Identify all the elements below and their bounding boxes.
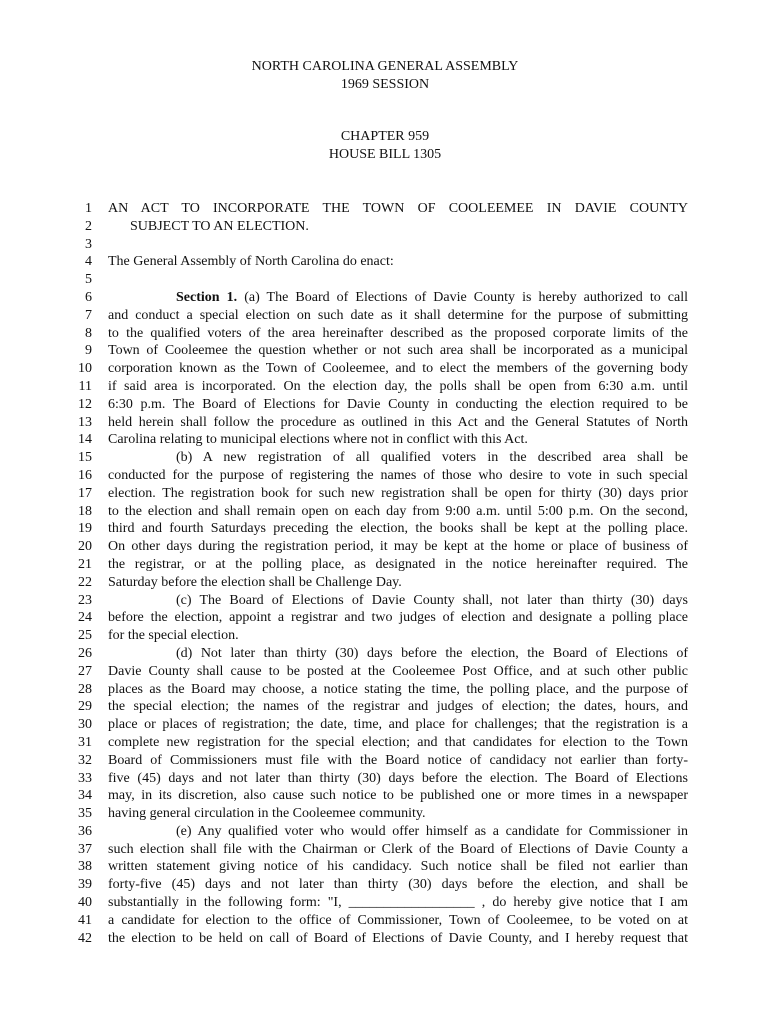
line-number: 40: [78, 895, 92, 911]
line-content: On other days during the registration period, it may be kept at the home or place of business of: [108, 539, 688, 555]
section-label: Section 1.: [176, 289, 238, 305]
line-number: 21: [78, 556, 92, 572]
text-line: [0, 289, 770, 307]
text-line: [0, 378, 770, 396]
line-content: having general circulation in the Cooleemee community.: [108, 806, 426, 822]
text-line: [0, 645, 770, 663]
line-number: 30: [78, 717, 92, 733]
text-line: [0, 449, 770, 467]
text-line: [0, 858, 770, 876]
line-content: (d) Not later than thirty (30) days before the election, the Board of Elections of: [176, 645, 688, 661]
line-number: 20: [78, 539, 92, 555]
line-content: The General Assembly of North Carolina do enact:: [108, 254, 394, 270]
text-line: [0, 716, 770, 734]
bill-title: HOUSE BILL 1305: [328, 147, 442, 162]
text-line: [0, 342, 770, 360]
text-line: [0, 307, 770, 325]
line-number: 8: [85, 325, 92, 341]
line-content: Carolina relating to municipal elections where not in conflict with this Act.: [108, 432, 528, 448]
line-text: [108, 912, 688, 930]
line-text: [108, 698, 688, 716]
text-line: [0, 253, 770, 271]
line-number: 13: [78, 414, 92, 430]
text-line: [0, 236, 770, 254]
text-line: [0, 556, 770, 574]
line-text: [108, 360, 688, 378]
line-number: 23: [78, 592, 92, 608]
line-content: to the qualified voters of the area hereinafter described as the proposed corporate limits of the: [108, 325, 688, 341]
line-content: places as the Board may choose, a notice stating the time, the polling place, and the purpose of: [108, 681, 688, 697]
line-content: complete new registration for the special election; and that candidates for election to the Town: [108, 734, 688, 750]
line-content: (b) A new registration of all qualified voters in the described area shall be: [176, 450, 688, 466]
line-content: Board of Commissioners must file with the Board notice of candidacy not earlier than forty-: [108, 752, 688, 768]
session-title: 1969 SESSION: [340, 77, 430, 92]
line-number: 36: [78, 823, 92, 839]
text-line: [0, 823, 770, 841]
line-number: 34: [78, 788, 92, 804]
text-line: [0, 876, 770, 894]
line-content: the special election; the names of the registrar and judges of election; the dates, hours, and: [108, 699, 688, 715]
line-number: 5: [85, 272, 92, 288]
line-number: 16: [78, 467, 92, 483]
line-text: [108, 520, 688, 538]
line-text: [108, 627, 688, 645]
line-content: may, in its discretion, also cause such notice to be published one or more times in a newspaper: [108, 788, 688, 804]
line-number: 19: [78, 521, 92, 537]
line-text: [108, 414, 688, 432]
line-text: [108, 342, 688, 360]
line-number: 28: [78, 681, 92, 697]
line-number: 42: [78, 930, 92, 946]
line-text: [108, 787, 688, 805]
line-content: (a) The Board of Elections of Davie County is hereby authorized to call: [237, 289, 688, 305]
line-text: [108, 592, 688, 610]
text-line: [0, 431, 770, 449]
line-content: substantially in the following form: "I, __________________ , do hereby give notice that I am: [108, 895, 688, 911]
line-content: the election to be held on call of Board of Elections of Davie County, and I hereby request that: [108, 930, 688, 946]
text-line: [0, 467, 770, 485]
line-content: (e) Any qualified voter who would offer himself as a candidate for Commissioner in: [176, 823, 688, 839]
line-content: and conduct a special election on such date as it shall determine for the purpose of submitting: [108, 307, 688, 323]
line-text: [108, 200, 688, 218]
text-line: [0, 414, 770, 432]
chapter-title: CHAPTER 959: [340, 129, 430, 144]
line-number: 37: [78, 841, 92, 857]
text-line: [0, 218, 770, 236]
line-number: 7: [85, 307, 92, 323]
line-number: 1: [85, 201, 92, 216]
line-text: [108, 556, 688, 574]
line-text: [108, 752, 688, 770]
line-content: third and fourth Saturdays preceding the election, the books shall be kept at the polling place.: [108, 521, 688, 537]
line-content: for the special election.: [108, 628, 239, 644]
line-content: forty-five (45) days and not later than thirty (30) days before the election, and shall be: [108, 877, 688, 893]
line-number: 12: [78, 396, 92, 412]
line-number: 35: [78, 806, 92, 822]
line-number: 6: [85, 289, 92, 305]
line-text: [108, 307, 688, 325]
line-number: 17: [78, 485, 92, 501]
line-content: Davie County shall cause to be posted at the Cooleemee Post Office, and at such other public: [108, 663, 688, 679]
assembly-title: NORTH CAROLINA GENERAL ASSEMBLY: [251, 59, 519, 74]
line-number: 26: [78, 645, 92, 661]
line-text: [108, 645, 688, 663]
line-text: [108, 485, 688, 503]
line-content: written statement giving notice of his candidacy. Such notice shall be filed not earlier than: [108, 859, 688, 875]
line-text: [108, 770, 688, 788]
line-content: SUBJECT TO AN ELECTION.: [130, 218, 309, 234]
line-text: [108, 805, 688, 823]
text-line: [0, 787, 770, 805]
line-number: 15: [78, 450, 92, 466]
line-number: 10: [78, 361, 92, 377]
numbered-text-body: [0, 200, 770, 947]
line-text: [108, 734, 688, 752]
line-text: [108, 449, 688, 467]
line-content: held herein shall follow the procedure as outlined in this Act and the General Statutes of North: [108, 414, 688, 430]
line-text: [108, 218, 688, 236]
line-text: [108, 289, 688, 307]
text-line: [0, 734, 770, 752]
text-line: [0, 609, 770, 627]
line-text: [108, 574, 688, 592]
line-number: 14: [78, 432, 92, 448]
line-text: [108, 894, 688, 912]
line-number: 41: [78, 912, 92, 928]
line-number: 32: [78, 752, 92, 768]
line-number: 18: [78, 503, 92, 519]
line-content: corporation known as the Town of Cooleemee, and to elect the members of the governing body: [108, 361, 688, 377]
line-text: [108, 609, 688, 627]
text-line: [0, 200, 770, 218]
line-number: 24: [78, 610, 92, 626]
line-number: 11: [78, 378, 92, 394]
text-line: [0, 627, 770, 645]
line-text: [108, 503, 688, 521]
line-content: a candidate for election to the office of Commissioner, Town of Cooleemee, to be voted on at: [108, 912, 688, 928]
text-line: [0, 681, 770, 699]
line-text: [108, 841, 688, 859]
text-line: [0, 698, 770, 716]
line-content: election. The registration book for such new registration shall be open for thirty (30) days prior: [108, 485, 688, 501]
text-line: [0, 396, 770, 414]
line-text: [108, 253, 688, 271]
line-number: 9: [85, 343, 92, 359]
line-content: AN ACT TO INCORPORATE THE TOWN OF COOLEEMEE IN DAVIE COUNTY: [108, 201, 688, 216]
line-text: [108, 823, 688, 841]
line-number: 22: [78, 574, 92, 590]
line-content: five (45) days and not later than thirty (30) days before the election. The Board of Elections: [108, 770, 688, 786]
document-heading: [0, 58, 770, 94]
text-line: [0, 503, 770, 521]
text-line: [0, 360, 770, 378]
line-number: 3: [85, 236, 92, 252]
line-content: before the election, appoint a registrar and two judges of election and designate a polling place: [108, 610, 688, 626]
text-line: [0, 770, 770, 788]
line-content: the registrar, or at the polling place, as designated in the notice hereinafter required. The: [108, 556, 688, 572]
line-text: [108, 378, 688, 396]
line-number: 31: [78, 734, 92, 750]
line-content: if said area is incorporated. On the election day, the polls shall be open from 6:30 a.m. until: [108, 378, 688, 394]
line-text: [108, 538, 688, 556]
line-text: [108, 930, 688, 948]
text-line: [0, 663, 770, 681]
line-content: to the election and shall remain open on each day from 9:00 a.m. until 5:00 p.m. On the second,: [108, 503, 688, 519]
line-number: 29: [78, 699, 92, 715]
line-number: 25: [78, 628, 92, 644]
text-line: [0, 592, 770, 610]
line-text: [108, 663, 688, 681]
line-content: (c) The Board of Elections of Davie County shall, not later than thirty (30) days: [176, 592, 688, 608]
line-number: 4: [85, 254, 92, 270]
line-text: [108, 431, 688, 449]
line-content: 6:30 p.m. The Board of Elections for Davie County in conducting the election required to be: [108, 396, 688, 412]
line-text: [108, 467, 688, 485]
text-line: [0, 894, 770, 912]
line-content: place or places of registration; the date, time, and place for challenges; that the registration is a: [108, 717, 688, 733]
line-content: Town of Cooleemee the question whether or not such area shall be incorporated as a municipal: [108, 343, 688, 359]
line-number: 33: [78, 770, 92, 786]
text-line: [0, 912, 770, 930]
line-number: 27: [78, 663, 92, 679]
line-text: [108, 325, 688, 343]
text-line: [0, 325, 770, 343]
line-text: [108, 396, 688, 414]
text-line: [0, 930, 770, 948]
line-text: [108, 858, 688, 876]
line-number: 2: [85, 218, 92, 234]
line-content: such election shall file with the Chairman or Clerk of the Board of Elections of Davie County a: [108, 841, 688, 857]
text-line: [0, 538, 770, 556]
text-line: [0, 841, 770, 859]
line-number: 39: [78, 877, 92, 893]
text-line: [0, 574, 770, 592]
line-content: Saturday before the election shall be Challenge Day.: [108, 574, 402, 590]
text-line: [0, 271, 770, 289]
line-number: 38: [78, 859, 92, 875]
line-text: [108, 716, 688, 734]
text-line: [0, 805, 770, 823]
text-line: [0, 752, 770, 770]
line-content: conducted for the purpose of registering the names of those who desire to vote in such special: [108, 467, 688, 483]
line-text: [108, 681, 688, 699]
bill-heading: [0, 128, 770, 164]
line-text: [108, 876, 688, 894]
text-line: [0, 485, 770, 503]
text-line: [0, 520, 770, 538]
